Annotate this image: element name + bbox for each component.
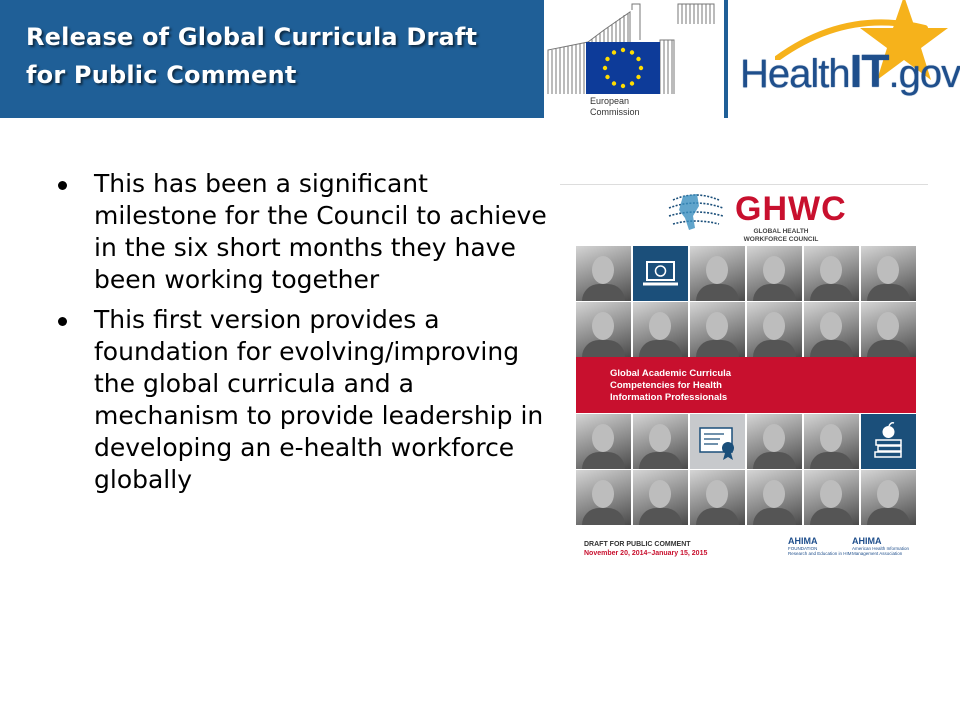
- eu-flag-icon: [586, 42, 660, 94]
- ghwc-sub-line-1: GLOBAL HEALTH: [753, 228, 809, 235]
- portrait-photo: [690, 246, 745, 301]
- bullet-text: This has been a significant milestone for the Council to achieve in the six short months they have been working together: [94, 169, 547, 294]
- slide-title-line-1: Release of Global Curricula Draft: [26, 23, 478, 51]
- cover-divider: [560, 184, 928, 185]
- curricula-title: [610, 368, 731, 404]
- healthit-logo-suffix: .gov: [888, 52, 960, 96]
- draft-notice: [584, 540, 707, 558]
- ahima-logo: [852, 536, 922, 556]
- portrait-photo: [804, 414, 859, 469]
- portrait-photo: [804, 302, 859, 357]
- certificate-icon: [690, 414, 745, 469]
- ahima-name: AHIMA: [852, 536, 882, 546]
- ec-logo-line-2: Commission: [590, 107, 640, 117]
- bullet-text: This first version provides a foundation for evolving/improving the global curricula and a mechanism to provide leadership in developing an e-health workforce globally: [94, 305, 544, 494]
- bullet-list: [54, 168, 554, 504]
- globe-icon: [663, 186, 727, 234]
- ec-logo-text: [590, 96, 640, 118]
- ghwc-logo-subtitle: [743, 228, 819, 244]
- ahima-foundation-sub-2: Research and Education in HIM: [788, 551, 852, 556]
- portrait-photo: [861, 246, 916, 301]
- bullet-icon: [58, 317, 67, 326]
- certificate-tile: [690, 414, 745, 469]
- slide-title: [26, 18, 546, 94]
- curricula-title-banner: [576, 357, 916, 413]
- slide-title-line-2: for Public Comment: [26, 61, 297, 89]
- eu-stars-icon: [586, 42, 660, 94]
- bullet-item: [54, 168, 554, 296]
- portrait-photo: [690, 302, 745, 357]
- ghwc-logo: GHWC: [735, 190, 847, 228]
- ahima-foundation-logo: [788, 536, 852, 556]
- portrait-photo: [576, 414, 631, 469]
- portrait-photo: [633, 414, 688, 469]
- portrait-photo: [747, 414, 802, 469]
- healthit-logo: [740, 44, 960, 98]
- laptop-icon: [633, 246, 688, 301]
- portrait-photo: [576, 470, 631, 525]
- portrait-photo: [804, 470, 859, 525]
- portrait-photo: [633, 470, 688, 525]
- draft-dates: November 20, 2014–January 15, 2015: [584, 550, 708, 557]
- portrait-photo: [690, 470, 745, 525]
- ec-logo-line-1: European: [590, 96, 630, 106]
- draft-label: DRAFT FOR PUBLIC COMMENT: [584, 541, 691, 548]
- portrait-photo: [804, 246, 859, 301]
- bullet-icon: [58, 181, 67, 190]
- portrait-photo: [747, 246, 802, 301]
- portrait-photo: [747, 302, 802, 357]
- bullet-item: [54, 304, 554, 496]
- ghwc-sub-line-2: WORKFORCE COUNCIL: [743, 236, 819, 243]
- healthit-logo-prefix: Health: [740, 52, 850, 96]
- portrait-photo: [576, 246, 631, 301]
- ahima-foundation-sub-1: FOUNDATION: [788, 546, 818, 551]
- portrait-photo: [861, 302, 916, 357]
- portrait-photo: [576, 302, 631, 357]
- ahima-foundation-name: AHIMA: [788, 536, 818, 546]
- apple-books-icon: [861, 414, 916, 469]
- laptop-tile: [633, 246, 688, 301]
- curricula-title-line-3: Information Professionals: [610, 392, 728, 403]
- books-tile: [861, 414, 916, 469]
- curricula-title-line-2: Competencies for Health: [610, 380, 722, 391]
- portrait-photo: [633, 302, 688, 357]
- ahima-sub: American Health Information Management Association: [852, 546, 910, 556]
- portrait-photo: [747, 470, 802, 525]
- curricula-title-line-1: Global Academic Curricula: [610, 368, 732, 379]
- portrait-photo: [861, 470, 916, 525]
- healthit-logo-it: IT: [849, 45, 889, 97]
